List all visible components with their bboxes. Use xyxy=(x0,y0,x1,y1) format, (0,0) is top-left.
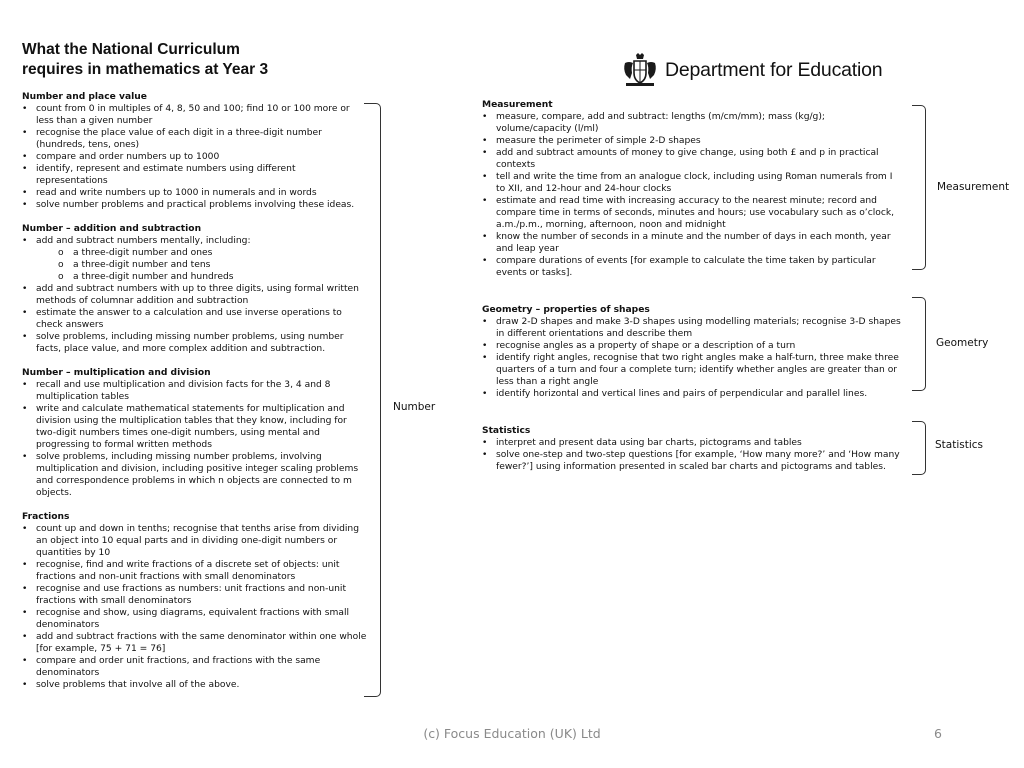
list-item: • estimate the answer to a calculation and use inverse operations to check answers xyxy=(22,307,367,331)
right-column xyxy=(482,99,902,485)
title-line-1: What the National Curriculum xyxy=(22,41,240,58)
list-item: • solve problems, including missing number problems, using number facts, place value, and more complex addition and subtraction. xyxy=(22,331,367,355)
section-geometry xyxy=(482,304,902,400)
section-measurement xyxy=(482,99,902,279)
list-item: • identify, represent and estimate numbers using different representations xyxy=(22,163,367,187)
list-item: • compare durations of events [for example to calculate the time taken by particular events or tasks]. xyxy=(482,255,902,279)
list-item: • write and calculate mathematical statements for multiplication and division using the multiplication tables that they know, including for two-digit numbers times one-digit numbers, using mental and progressing to formal written methods xyxy=(22,403,367,451)
geometry-bracket xyxy=(912,297,926,391)
title-line-2: requires in mathematics at Year 3 xyxy=(22,61,269,78)
section-heading: Measurement xyxy=(482,100,553,110)
geometry-bracket-label: Geometry xyxy=(936,337,989,349)
list-item: • solve one-step and two-step questions [for example, ‘How many more?’ and ‘How many fewer?’] using information presented in scaled bar charts and pictograms and tables. xyxy=(482,449,902,473)
list-item: • know the number of seconds in a minute and the number of days in each month, year and leap year xyxy=(482,231,902,255)
list-item: • interpret and present data using bar charts, pictograms and tables xyxy=(482,437,902,449)
logo-text: Department for Education xyxy=(665,58,883,81)
list-item: • add and subtract numbers with up to three digits, using formal written methods of columnar addition and subtraction xyxy=(22,283,367,307)
list-item: • recognise and show, using diagrams, equivalent fractions with small denominators xyxy=(22,607,367,631)
section-heading: Statistics xyxy=(482,426,531,436)
list-item: • identify horizontal and vertical lines and pairs of perpendicular and parallel lines. xyxy=(482,388,902,400)
list-item: • recall and use multiplication and division facts for the 3, 4 and 8 multiplication tables xyxy=(22,379,367,403)
section-heading: Number and place value xyxy=(22,92,147,102)
list-item: • count up and down in tenths; recognise that tenths arise from dividing an object into 10 equal parts and in dividing one-digit numbers or quantities by 10 xyxy=(22,523,367,559)
section-statistics xyxy=(482,425,902,473)
list-item: • recognise, find and write fractions of a discrete set of objects: unit fractions and non-unit fractions with small denominators xyxy=(22,559,367,583)
section-fractions xyxy=(22,511,367,691)
section-heading: Number – addition and subtraction xyxy=(22,224,202,234)
section-heading: Geometry – properties of shapes xyxy=(482,305,650,315)
page-number: 6 xyxy=(934,726,942,741)
list-item: • recognise angles as a property of shape or a description of a turn xyxy=(482,340,902,352)
section-number-place-value xyxy=(22,91,367,211)
section-heading: Number – multiplication and division xyxy=(22,368,211,378)
number-bracket-label: Number xyxy=(393,401,436,413)
sub-list-item: o a three-digit number and ones xyxy=(58,247,367,259)
list-item: • add and subtract fractions with the same denominator within one whole [for example, 75 + 71 = 76] xyxy=(22,631,367,655)
list-item: • read and write numbers up to 1000 in numerals and in words xyxy=(22,187,367,199)
list-item: • compare and order numbers up to 1000 xyxy=(22,151,367,163)
list-item: • recognise and use fractions as numbers: unit fractions and non-unit fractions with small denominators xyxy=(22,583,367,607)
left-column xyxy=(22,91,367,703)
royal-coat-of-arms-icon xyxy=(622,53,658,87)
list-item: • count from 0 in multiples of 4, 8, 50 and 100; find 10 or 100 more or less than a given number xyxy=(22,103,367,127)
measurement-bracket-label: Measurement xyxy=(937,181,1010,193)
number-bracket xyxy=(364,103,381,697)
footer-copyright: (c) Focus Education (UK) Ltd xyxy=(423,726,601,741)
list-item: • add and subtract amounts of money to give change, using both £ and p in practical contexts xyxy=(482,147,902,171)
list-item: • solve problems that involve all of the above. xyxy=(22,679,367,691)
sub-list-item: o a three-digit number and hundreds xyxy=(58,271,367,283)
list-item xyxy=(22,235,367,247)
measurement-bracket xyxy=(912,105,926,270)
dfe-logo xyxy=(622,53,882,87)
list-item-text: add and subtract numbers mentally, including: xyxy=(36,236,251,246)
statistics-bracket xyxy=(912,421,926,475)
page-title xyxy=(22,40,342,80)
section-addition-subtraction xyxy=(22,223,367,355)
statistics-bracket-label: Statistics xyxy=(935,439,983,451)
list-item: • draw 2-D shapes and make 3-D shapes using modelling materials; recognise 3-D shapes in different orientations and describe them xyxy=(482,316,902,340)
section-multiplication-division xyxy=(22,367,367,499)
list-item: • compare and order unit fractions, and fractions with the same denominators xyxy=(22,655,367,679)
list-item: • measure, compare, add and subtract: lengths (m/cm/mm); mass (kg/g); volume/capacity (l/ml) xyxy=(482,111,902,135)
list-item: • estimate and read time with increasing accuracy to the nearest minute; record and compare time in terms of seconds, minutes and hours; use vocabulary such as o’clock, a.m./p.m., morning, afternoon, noon and midnight xyxy=(482,195,902,231)
sub-list-item: o a three-digit number and tens xyxy=(58,259,367,271)
list-item: • tell and write the time from an analogue clock, including using Roman numerals from I to XII, and 12-hour and 24-hour clocks xyxy=(482,171,902,195)
section-heading: Fractions xyxy=(22,512,70,522)
list-item: • solve problems, including missing number problems, involving multiplication and division, including positive integer scaling problems and correspondence problems in which n objects are connected to m objects. xyxy=(22,451,367,499)
list-item: • solve number problems and practical problems involving these ideas. xyxy=(22,199,367,211)
list-item: • identify right angles, recognise that two right angles make a half-turn, three make three quarters of a turn and four a complete turn; identify whether angles are greater than or less than a right angle xyxy=(482,352,902,388)
list-item: • measure the perimeter of simple 2-D shapes xyxy=(482,135,902,147)
list-item: • recognise the place value of each digit in a three-digit number (hundreds, tens, ones) xyxy=(22,127,367,151)
